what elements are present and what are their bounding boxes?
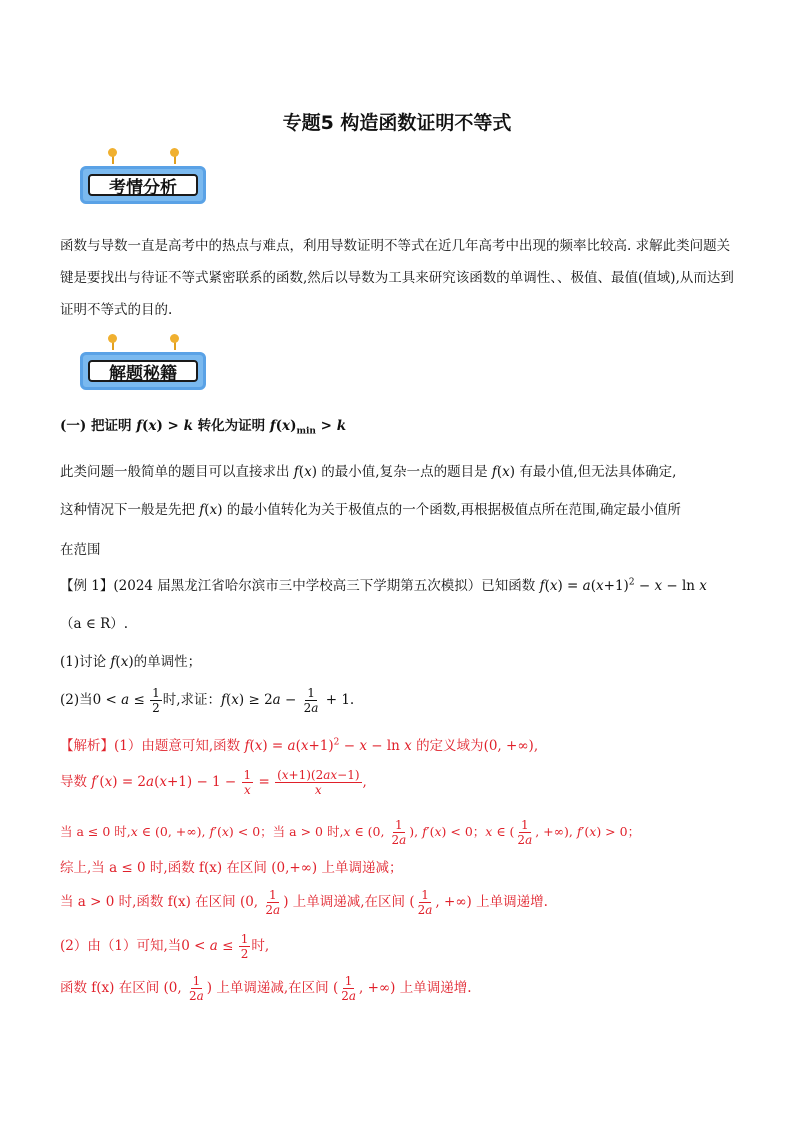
pin-icon xyxy=(112,338,114,350)
solution-line-2: 导数 f′(x) = 2a(x+1) − 1 − $\frac{1}{x}$ = $\frac{(x+1)(2ax-1)}{x}$ , xyxy=(60,768,367,797)
intro-paragraph: 函数与导数一直是高考中的热点与难点，利用导数证明不等式在近几年高考中出现的频率比较高. 求解此类问题关键是要找出与待证不等式紧密联系的函数,然后以导数为工具来研究该函数的单调性、、极值、最值(值域),从而达到证明不等式的目的. xyxy=(60,238,734,318)
solution-line-7: 函数 f(x) 在区间 (0, $\frac{1}{2a}$ ) 上单调递减,在区间 ( $\frac{1}{2a}$ , +∞) 上单调递增. xyxy=(60,974,472,1003)
solution-line-4: 综上,当 a ≤ 0 时,函数 f(x) 在区间 (0,+∞) 上单调递减； xyxy=(60,860,403,876)
solution-line-5: 当 a > 0 时,函数 f(x) 在区间 (0, $\frac{1}{2a}$ ) 上单调递减,在区间 ( $\frac{1}{2a}$ , +∞) 上单调递增. xyxy=(60,888,548,917)
page-title: 专题5 构造函数证明不等式 xyxy=(282,112,512,134)
solution-line-6: (2）由（1）可知,当0 < a ≤ $\frac{1}{2}$ 时, xyxy=(60,932,270,961)
badge-solution-tips xyxy=(80,344,208,384)
example-heading: 【例 1】(2024 届黑龙江省哈尔滨市三中学校高三下学期第五次模拟）已知函数 $f(x) = a(x+1)^2 - x - \ln x$ xyxy=(60,577,707,594)
question-1: (1)讨论 f(x)的单调性； xyxy=(60,654,202,670)
section-heading: (一) 把证明 f(x) > k 转化为证明 $f(x)_{min} > k$ xyxy=(60,418,347,437)
pin-icon xyxy=(174,152,176,164)
pin-icon xyxy=(174,338,176,350)
desc-line-1: 此类问题一般简单的题目可以直接求出 f(x) 的最小值,复杂一点的题目是 f(x) 有最小值,但无法具体确定, xyxy=(60,464,677,480)
badge-label: 解题秘籍 xyxy=(109,363,177,384)
pin-icon xyxy=(112,152,114,164)
desc-line-2: 这种情况下一般是先把 f(x) 的最小值转化为关于极值点的一个函数,再根据极值点所在范围,确定最小值所 xyxy=(60,502,681,518)
solution-line-3: 当 a ≤ 0 时,x ∈ (0, +∞), f′(x) < 0；当 a > 0 时,x ∈ (0, $\frac{1}{2a}$ ), f′(x) < 0；x ∈ ( $\frac{1}{2a}$ , +∞), f′(x) > 0； xyxy=(60,818,641,847)
badge-analysis xyxy=(80,158,208,198)
desc-line-3: 在范围 xyxy=(60,542,101,558)
solution-line-1: 【解析】(1）由题意可知,函数 $f(x) = a(x+1)^2 - x - \ln x$ 的定义域为(0, +∞), xyxy=(60,737,539,754)
example-condition: （a ∈ R）. xyxy=(60,616,129,632)
question-2: (2)当0 < a ≤ $\frac{1}{2}$ 时,求证：f(x) ≥ 2a − $\frac{1}{2a}$ + 1. xyxy=(60,686,355,715)
badge-label: 考情分析 xyxy=(109,177,177,198)
